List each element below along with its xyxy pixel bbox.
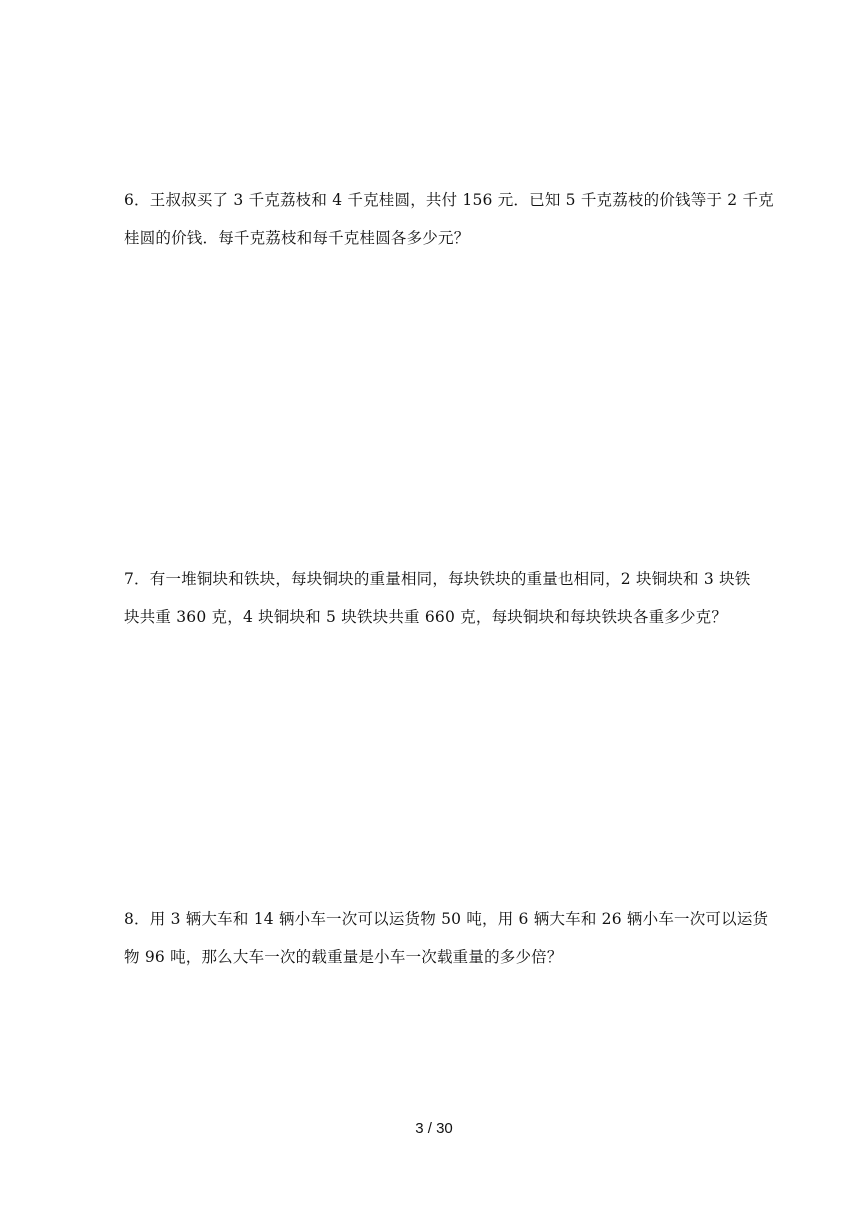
- problem-7-line-2: 块共重 360 克，4 块铜块和 5 块铁块共重 660 克，每块铜块和每块铁块各重多少克？: [124, 608, 728, 626]
- problem-8: [124, 900, 769, 976]
- problem-6-line-2: 桂圆的价钱．每千克荔枝和每千克桂圆各多少元？: [124, 229, 470, 247]
- problem-6: [124, 181, 774, 257]
- page-number: 3 / 30: [415, 1120, 453, 1137]
- problem-8-line-1: 8．用 3 辆大车和 14 辆小车一次可以运货物 50 吨，用 6 辆大车和 26 辆小车一次可以运货: [124, 910, 769, 928]
- problem-6-line-1: 6．王叔叔买了 3 千克荔枝和 4 千克桂圆，共付 156 元．已知 5 千克荔枝的价钱等于 2 千克: [124, 191, 774, 209]
- problem-7: [124, 560, 764, 636]
- problem-8-line-2: 物 96 吨，那么大车一次的载重量是小车一次载重量的多少倍？: [124, 948, 563, 966]
- problem-7-line-1: 7．有一堆铜块和铁块，每块铜块的重量相同，每块铁块的重量也相同，2 块铜块和 3 块铁: [124, 570, 751, 588]
